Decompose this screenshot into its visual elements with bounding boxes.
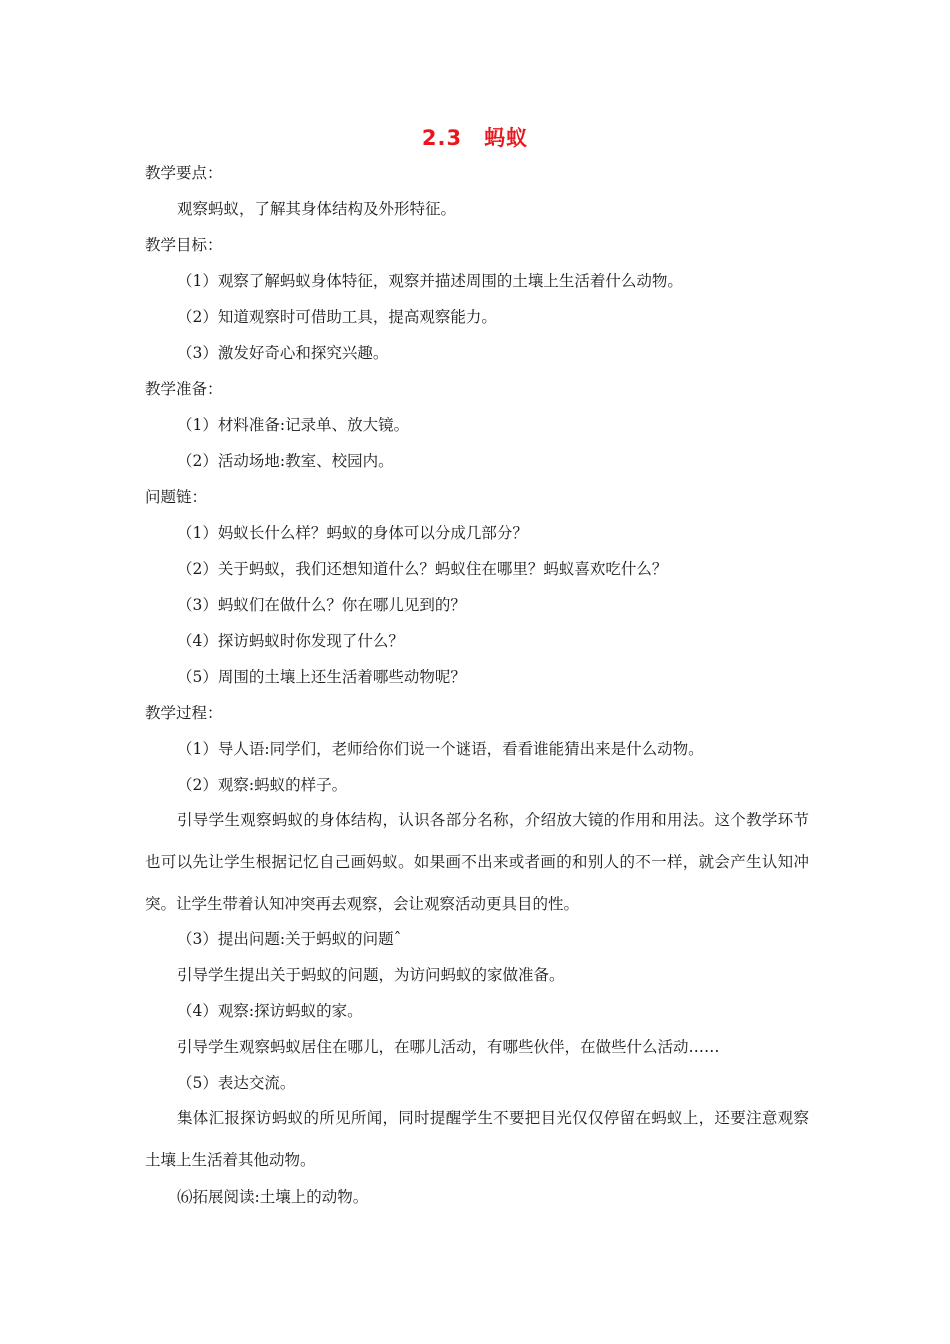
- key-points-heading: 教学要点：: [145, 164, 223, 182]
- question-item-2: （2）关于蚂蚁，我们还想知道什么？蚂蚁住在哪里？蚂蚁喜欢吃什么？: [177, 560, 668, 578]
- key-points-item: 观察蚂蚁，了解其身体结构及外形特征。: [177, 200, 457, 218]
- objective-item-3: （3）激发好奇心和探究兴趣。: [177, 344, 389, 362]
- title-number: 2.3: [421, 126, 463, 150]
- question-item-1: （1）妈蚁长什么样？蚂蚁的身体可以分成几部分？: [177, 524, 528, 542]
- process-step-2-paragraph: 引导学生观察蚂蚁的身体结构，认识各部分名称，介绍放大镜的作用和用法。这个教学环节也可以先让学生根据记忆自己画妈蚁。如果画不出来或者画的和别人的不一样，就会产生认知冲突。让学生带着认知冲突再去观察，会让观察活动更具目的性。: [145, 811, 809, 913]
- process-step-4: （4）观察:探访蚂蚁的家。: [177, 1002, 363, 1020]
- preparation-heading: 教学准备：: [145, 380, 223, 398]
- objective-item-2: （2）知道观察时可借助工具，提高观察能力。: [177, 308, 497, 326]
- process-heading: 教学过程：: [145, 704, 223, 722]
- objective-item-1: （1）观察了解蚂蚁身体特征，观察并描述周围的土壤上生活着什么动物。: [177, 272, 683, 290]
- process-step-5: （5）表达交流。: [177, 1074, 296, 1092]
- process-step-2: （2）观察:蚂蚁的样子。: [177, 776, 348, 794]
- process-step-3-paragraph: 引导学生提出关于蚂蚁的问题，为访问蚂蚁的家做准备。: [177, 966, 565, 984]
- question-item-4: （4）探访蚂蚁时你发现了什么？: [177, 632, 404, 650]
- page-title: [0, 122, 950, 152]
- preparation-item-2: （2）活动场地:教室、校园内。: [177, 452, 394, 470]
- process-step-4-paragraph: 引导学生观察蚂蚁居住在哪儿，在哪儿活动，有哪些伙伴，在做些什么活动……: [177, 1038, 720, 1056]
- preparation-item-1: （1）材料准备:记录单、放大镜。: [177, 416, 410, 434]
- objectives-heading: 教学目标：: [145, 236, 223, 254]
- process-step-1: （1）导人语:同学们，老师给你们说一个谜语，看看谁能猜出来是什么动物。: [177, 740, 704, 758]
- title-text: 蚂蚁: [484, 126, 529, 150]
- question-item-5: （5）周围的土壤上还生活着哪些动物呢？: [177, 668, 466, 686]
- process-step-5-paragraph: 集体汇报探访蚂蚁的所见所闻，同时提醒学生不要把目光仅仅停留在蚂蚁上，还要注意观察土壤上生活着其他动物。: [145, 1109, 809, 1169]
- process-step-3: （3）提出问题:关于蚂蚁的问题ˆ: [177, 930, 402, 948]
- question-item-3: （3）蚂蚁们在做什么？你在哪儿见到的？: [177, 596, 466, 614]
- process-step-6: ⑹拓展阅读:土壤上的动物。: [177, 1188, 369, 1206]
- questions-heading: 问题链：: [145, 488, 208, 506]
